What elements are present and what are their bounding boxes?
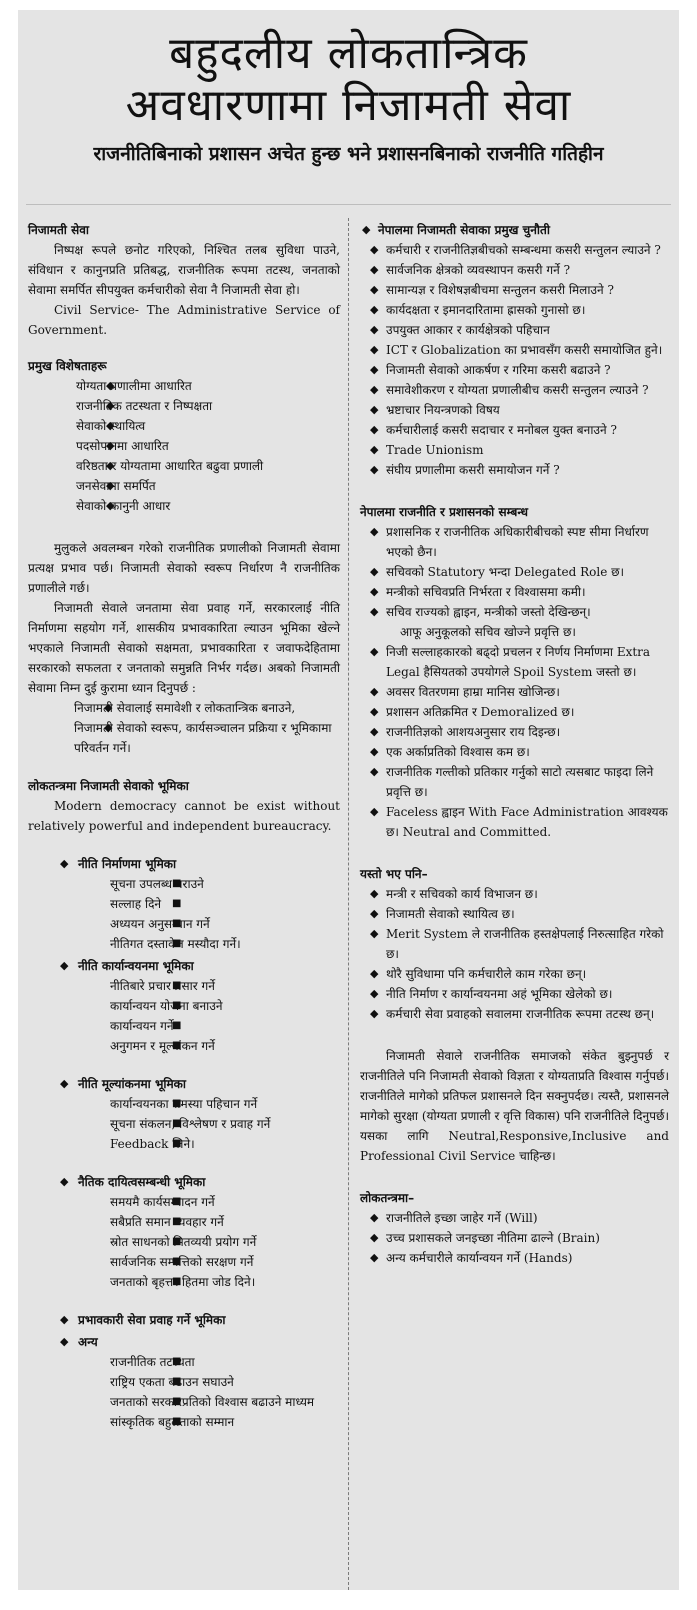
list-item: ◆ राजनीतिक गल्तीको प्रतिकार गर्नुको साटो त्यसबाट फाइदा लिने प्रवृत्ति छ। — [360, 762, 669, 802]
list-item: ◆ निजामती सेवाको आकर्षण र गरिमा कसरी बढाउने ? — [360, 360, 669, 380]
list-item: ◆ निजामती सेवाको स्थायित्व छ। — [360, 904, 669, 924]
list-item: ◆ जनसेवामा समर्पित — [76, 476, 340, 496]
democracy-heading: लोकतन्त्रमा– — [360, 1191, 415, 1205]
list-item: ◆ अवसर वितरणमा हाम्रा मानिस खोजिन्छ। — [360, 682, 669, 702]
list-item: ◆ अन्य कर्मचारीले कार्यान्वयन गर्ने (Hands) — [360, 1248, 669, 1268]
ethics-list — [28, 1192, 340, 1292]
role-heading: लोकतन्त्रमा निजामती सेवाको भूमिका — [28, 779, 189, 793]
policy-eval-heading: ◆ नीति मूल्यांकनमा भूमिका — [28, 1074, 340, 1094]
paragraph: मुलुकले अवलम्बन गरेको राजनीतिक प्रणालीको निजामती सेवामा प्रत्यक्ष प्रभाव पर्छ। निजामती सेवाको स्वरूप निर्धारण नै राजनीतिक प्रणालीले गर्छ। — [28, 541, 340, 595]
despite-list — [360, 884, 669, 1024]
list-item: ◆ प्रशासन अतिक्रमित र Demoralized छ। — [360, 702, 669, 722]
article-title-line1: बहुदलीय लोकतान्त्रिक — [169, 28, 528, 79]
list-item: ◆ वरिष्ठता र योग्यतामा आधारित बढुवा प्रणाली — [76, 456, 340, 476]
list-item: ■ सूचना संकलन, विश्लेषण र प्रवाह गर्ने — [110, 1114, 340, 1134]
conclusion-paragraph: निजामती सेवाले राजनीतिक समाजको संकेत बुझ्नुपर्छ र राजनीतिले पनि निजामती सेवाको विज्ञता र योग्यताप्रति विश्वास गर्नुपर्छ। राजनीतिले मागेको प्रतिफल प्रशासनले दिन सक्नुपर्दछ। त्यस्तै, प्रशासनले मागेको सुरक्षा (योग्यता प्रणाली र वृत्ति विकास) पनि राजनीतिले दिनुपर्छ। यसका लागि Neutral,Responsive,Inclusive and Professional Civil Service चाहिन्छ। — [360, 1049, 669, 1163]
newspaper-page — [18, 10, 679, 1590]
header-divider — [26, 204, 671, 205]
list-item: ◆ राजनीतिक तटस्थता र निष्पक्षता — [76, 396, 340, 416]
list-item: ◆ प्रशासनिक र राजनीतिक अधिकारीबीचको स्पष्ट सीमा निर्धारण भएको छैन। — [360, 522, 669, 562]
list-item: ◆ सेवाको कानुनी आधार — [76, 496, 340, 516]
civil-service-heading: निजामती सेवा — [28, 223, 89, 237]
policy-impl-heading: ◆ नीति कार्यान्वयनमा भूमिका — [28, 956, 340, 976]
list-item: ◆ Faceless ह्वाइन With Face Administration आवश्यक छ। Neutral and Committed. — [360, 802, 669, 842]
others-heading: ◆ अन्य — [28, 1332, 340, 1352]
list-item: ◆ सार्वजनिक क्षेत्रको व्यवस्थापन कसरी गर्ने ? — [360, 260, 669, 280]
challenges-list — [360, 240, 669, 480]
list-item: ■ अध्ययन अनुसन्धान गर्ने — [110, 914, 340, 934]
list-item: ◆ राजनीतिज्ञको आशयअनुसार राय दिइन्छ। — [360, 722, 669, 742]
list-item: ◆ निजामती सेवालाई समावेशी र लोकतान्त्रिक बनाउने, — [74, 698, 340, 718]
list-item: ◆ कर्मचारीलाई कसरी सदाचार र मनोबल युक्त बनाउने ? — [360, 420, 669, 440]
list-item: ■ अनुगमन र मूल्यांकन गर्ने — [110, 1036, 340, 1056]
article-columns — [18, 218, 679, 1590]
list-item: ■ सार्वजनिक सम्पत्तिको सरक्षण गर्ने — [110, 1252, 340, 1272]
list-item: ◆ राजनीतिले इच्छा जाहेर गर्ने (Will) — [360, 1208, 669, 1228]
list-item: ■ कार्यान्वयनका समस्या पहिचान गर्ने — [110, 1094, 340, 1114]
article-title-line2: अवधारणामा निजामती सेवा — [125, 80, 572, 131]
list-item: ■ सूचना उपलब्ध गराउने — [110, 874, 340, 894]
list-item: ◆ निजी सल्लाहकारको बढ्दो प्रचलन र निर्णय निर्माणमा Extra Legal हैसियतको उपयोगले Spoil System जस्तो छ। — [360, 642, 669, 682]
list-item: ◆ संघीय प्रणालीमा कसरी समायोजन गर्ने ? — [360, 460, 669, 480]
list-item: ◆ पदसोपानमा आधारित — [76, 436, 340, 456]
list-item: ■ राजनीतिक तटस्थता — [110, 1352, 340, 1372]
list-item: ■ नीतिगत दस्तावेज मस्यौदा गर्ने। — [110, 934, 340, 954]
list-item: ◆ Merit System ले राजनीतिक हस्तक्षेपलाई निरुत्साहित गरेको छ। — [360, 924, 669, 964]
list-item: ◆ मन्त्री र सचिवको कार्य विभाजन छ। — [360, 884, 669, 904]
relation-note: आफू अनुकूलको सचिव खोज्ने प्रवृत्ति छ। — [400, 625, 576, 639]
list-item: ■ नीतिबारे प्रचार प्रसार गर्ने — [110, 976, 340, 996]
list-item: ◆ समावेशीकरण र योग्यता प्रणालीबीच कसरी सन्तुलन ल्याउने ? — [360, 380, 669, 400]
ethics-heading: ◆ नैतिक दायित्वसम्बन्धी भूमिका — [28, 1172, 340, 1192]
challenges-heading: ◆ नेपालमा निजामती सेवाका प्रमुख चुनौती — [362, 223, 550, 237]
policy-eval-list — [28, 1094, 340, 1154]
list-item: ◆ कार्यदक्षता र इमानदारितामा ह्रासको गुनासो छ। — [360, 300, 669, 320]
features-list — [28, 376, 340, 516]
list-item: ■ कार्यान्वयन योजना बनाउने — [110, 996, 340, 1016]
list-item: ■ जनताको सरकारप्रतिको विश्वास बढाउने माध्यम — [110, 1392, 340, 1412]
list-item: ■ स्रोत साधनको मितव्ययी प्रयोग गर्ने — [110, 1232, 340, 1252]
features-heading: प्रमुख विशेषताहरू — [28, 359, 107, 373]
right-column — [348, 218, 679, 1590]
list-item: ■ सल्लाह दिने — [110, 894, 340, 914]
policy-impl-list — [28, 976, 340, 1056]
article-subtitle: राजनीतिबिनाको प्रशासन अचेत हुन्छ भने प्रशासनबिनाको राजनीति गतिहीन — [93, 143, 604, 165]
list-item: ■ समयमै कार्यसम्पादन गर्ने — [110, 1192, 340, 1212]
list-item: ◆ एक अर्काप्रतिको विश्वास कम छ। — [360, 742, 669, 762]
list-item: ◆ सेवाको स्थायित्व — [76, 416, 340, 436]
policy-making-list — [28, 874, 340, 954]
role-english: Modern democracy cannot be exist without relatively powerful and independent bureaucracy. — [28, 799, 340, 833]
article-header — [18, 10, 679, 180]
list-item: ■ सांस्कृतिक बहुलताको सम्मान — [110, 1412, 340, 1432]
despite-heading: यस्तो भए पनि– — [360, 867, 428, 881]
civil-service-paragraph: निष्पक्ष रूपले छनोट गरिएको, निश्चित तलब सुविधा पाउने, संविधान र कानुनप्रति प्रतिबद्ध, राजनीतिक रूपमा तटस्थ, जनताको सेवामा समर्पित सीपयुक्त कर्मचारीको सेवा नै निजामती सेवा हो। — [28, 243, 340, 297]
paragraph: निजामती सेवाले जनतामा सेवा प्रवाह गर्ने, सरकारलाई नीति निर्माणमा सहयोग गर्ने, शासकीय प्रभावकारिता ल्याउन भूमिका खेल्ने भएकाले निजामती सेवाको सक्षमता, प्रभावकारिता र जवाफदेहितामा सरकारको सफलता र जनताको समुन्नति निर्भर गर्दछ। अबको निजामती सेवामा निम्न दुई कुरामा ध्यान दिनुपर्छ : — [28, 601, 340, 695]
list-item: ◆ Trade Unionism — [360, 440, 669, 460]
list-item: ◆ उपयुक्त आकार र कार्यक्षेत्रको पहिचान — [360, 320, 669, 340]
list-item: ◆ उच्च प्रशासकले जनइच्छा नीतिमा ढाल्ने (Brain) — [360, 1228, 669, 1248]
list-item: ■ Feedback लिने। — [110, 1134, 340, 1154]
list-item: ■ जनताको बृहत्तर हितमा जोड दिने। — [110, 1272, 340, 1292]
list-item: ◆ सामान्यज्ञ र विशेषज्ञबीचमा सन्तुलन कसरी मिलाउने ? — [360, 280, 669, 300]
left-column — [18, 218, 348, 1590]
policy-making-heading: ◆ नीति निर्माणमा भूमिका — [28, 854, 340, 874]
others-list — [28, 1352, 340, 1432]
list-item: ■ कार्यान्वयन गर्ने — [110, 1016, 340, 1036]
list-item: ◆ ICT र Globalization का प्रभावसँग कसरी समायोजित हुने। — [360, 340, 669, 360]
democracy-list — [360, 1208, 669, 1268]
list-item: ◆ मन्त्रीको सचिवप्रति निर्भरता र विश्वासमा कमी। — [360, 582, 669, 602]
list-item: ◆ थोरै सुविधामा पनि कर्मचारीले काम गरेका छन्। — [360, 964, 669, 984]
list-item: ◆ भ्रष्टाचार नियन्त्रणको विषय — [360, 400, 669, 420]
list-item: ◆ योग्यता प्रणालीमा आधारित — [76, 376, 340, 396]
relation-heading: नेपालमा राजनीति र प्रशासनको सम्बन्ध — [360, 505, 529, 519]
list-item: ■ सबैप्रति समान व्यवहार गर्ने — [110, 1212, 340, 1232]
column-divider — [348, 218, 349, 1590]
list-item: ◆ सचिव राज्यको ह्वाइन, मन्त्रीको जस्तो देखिन्छन्। — [360, 602, 669, 622]
list-item: ◆ सचिवको Statutory भन्दा Delegated Role छ। — [360, 562, 669, 582]
list-item: ◆ निजामती सेवाको स्वरूप, कार्यसञ्चालन प्रक्रिया र भूमिकामा परिवर्तन गर्ने। — [74, 718, 340, 758]
list-item: ■ राष्ट्रिय एकता बढाउन सघाउने — [110, 1372, 340, 1392]
civil-service-english: Civil Service- The Administrative Service of Government. — [28, 303, 340, 337]
relation-list — [360, 522, 669, 622]
focus-list — [28, 698, 340, 758]
list-item: ◆ नीति निर्माण र कार्यान्वयनमा अहं भूमिका खेलेको छ। — [360, 984, 669, 1004]
relation-list-2 — [360, 642, 669, 842]
service-delivery-heading: ◆ प्रभावकारी सेवा प्रवाह गर्ने भूमिका — [28, 1310, 340, 1330]
list-item: ◆ कर्मचारी सेवा प्रवाहको सवालमा राजनीतिक रूपमा तटस्थ छन्। — [360, 1004, 669, 1024]
list-item: ◆ कर्मचारी र राजनीतिज्ञबीचको सम्बन्धमा कसरी सन्तुलन ल्याउने ? — [360, 240, 669, 260]
